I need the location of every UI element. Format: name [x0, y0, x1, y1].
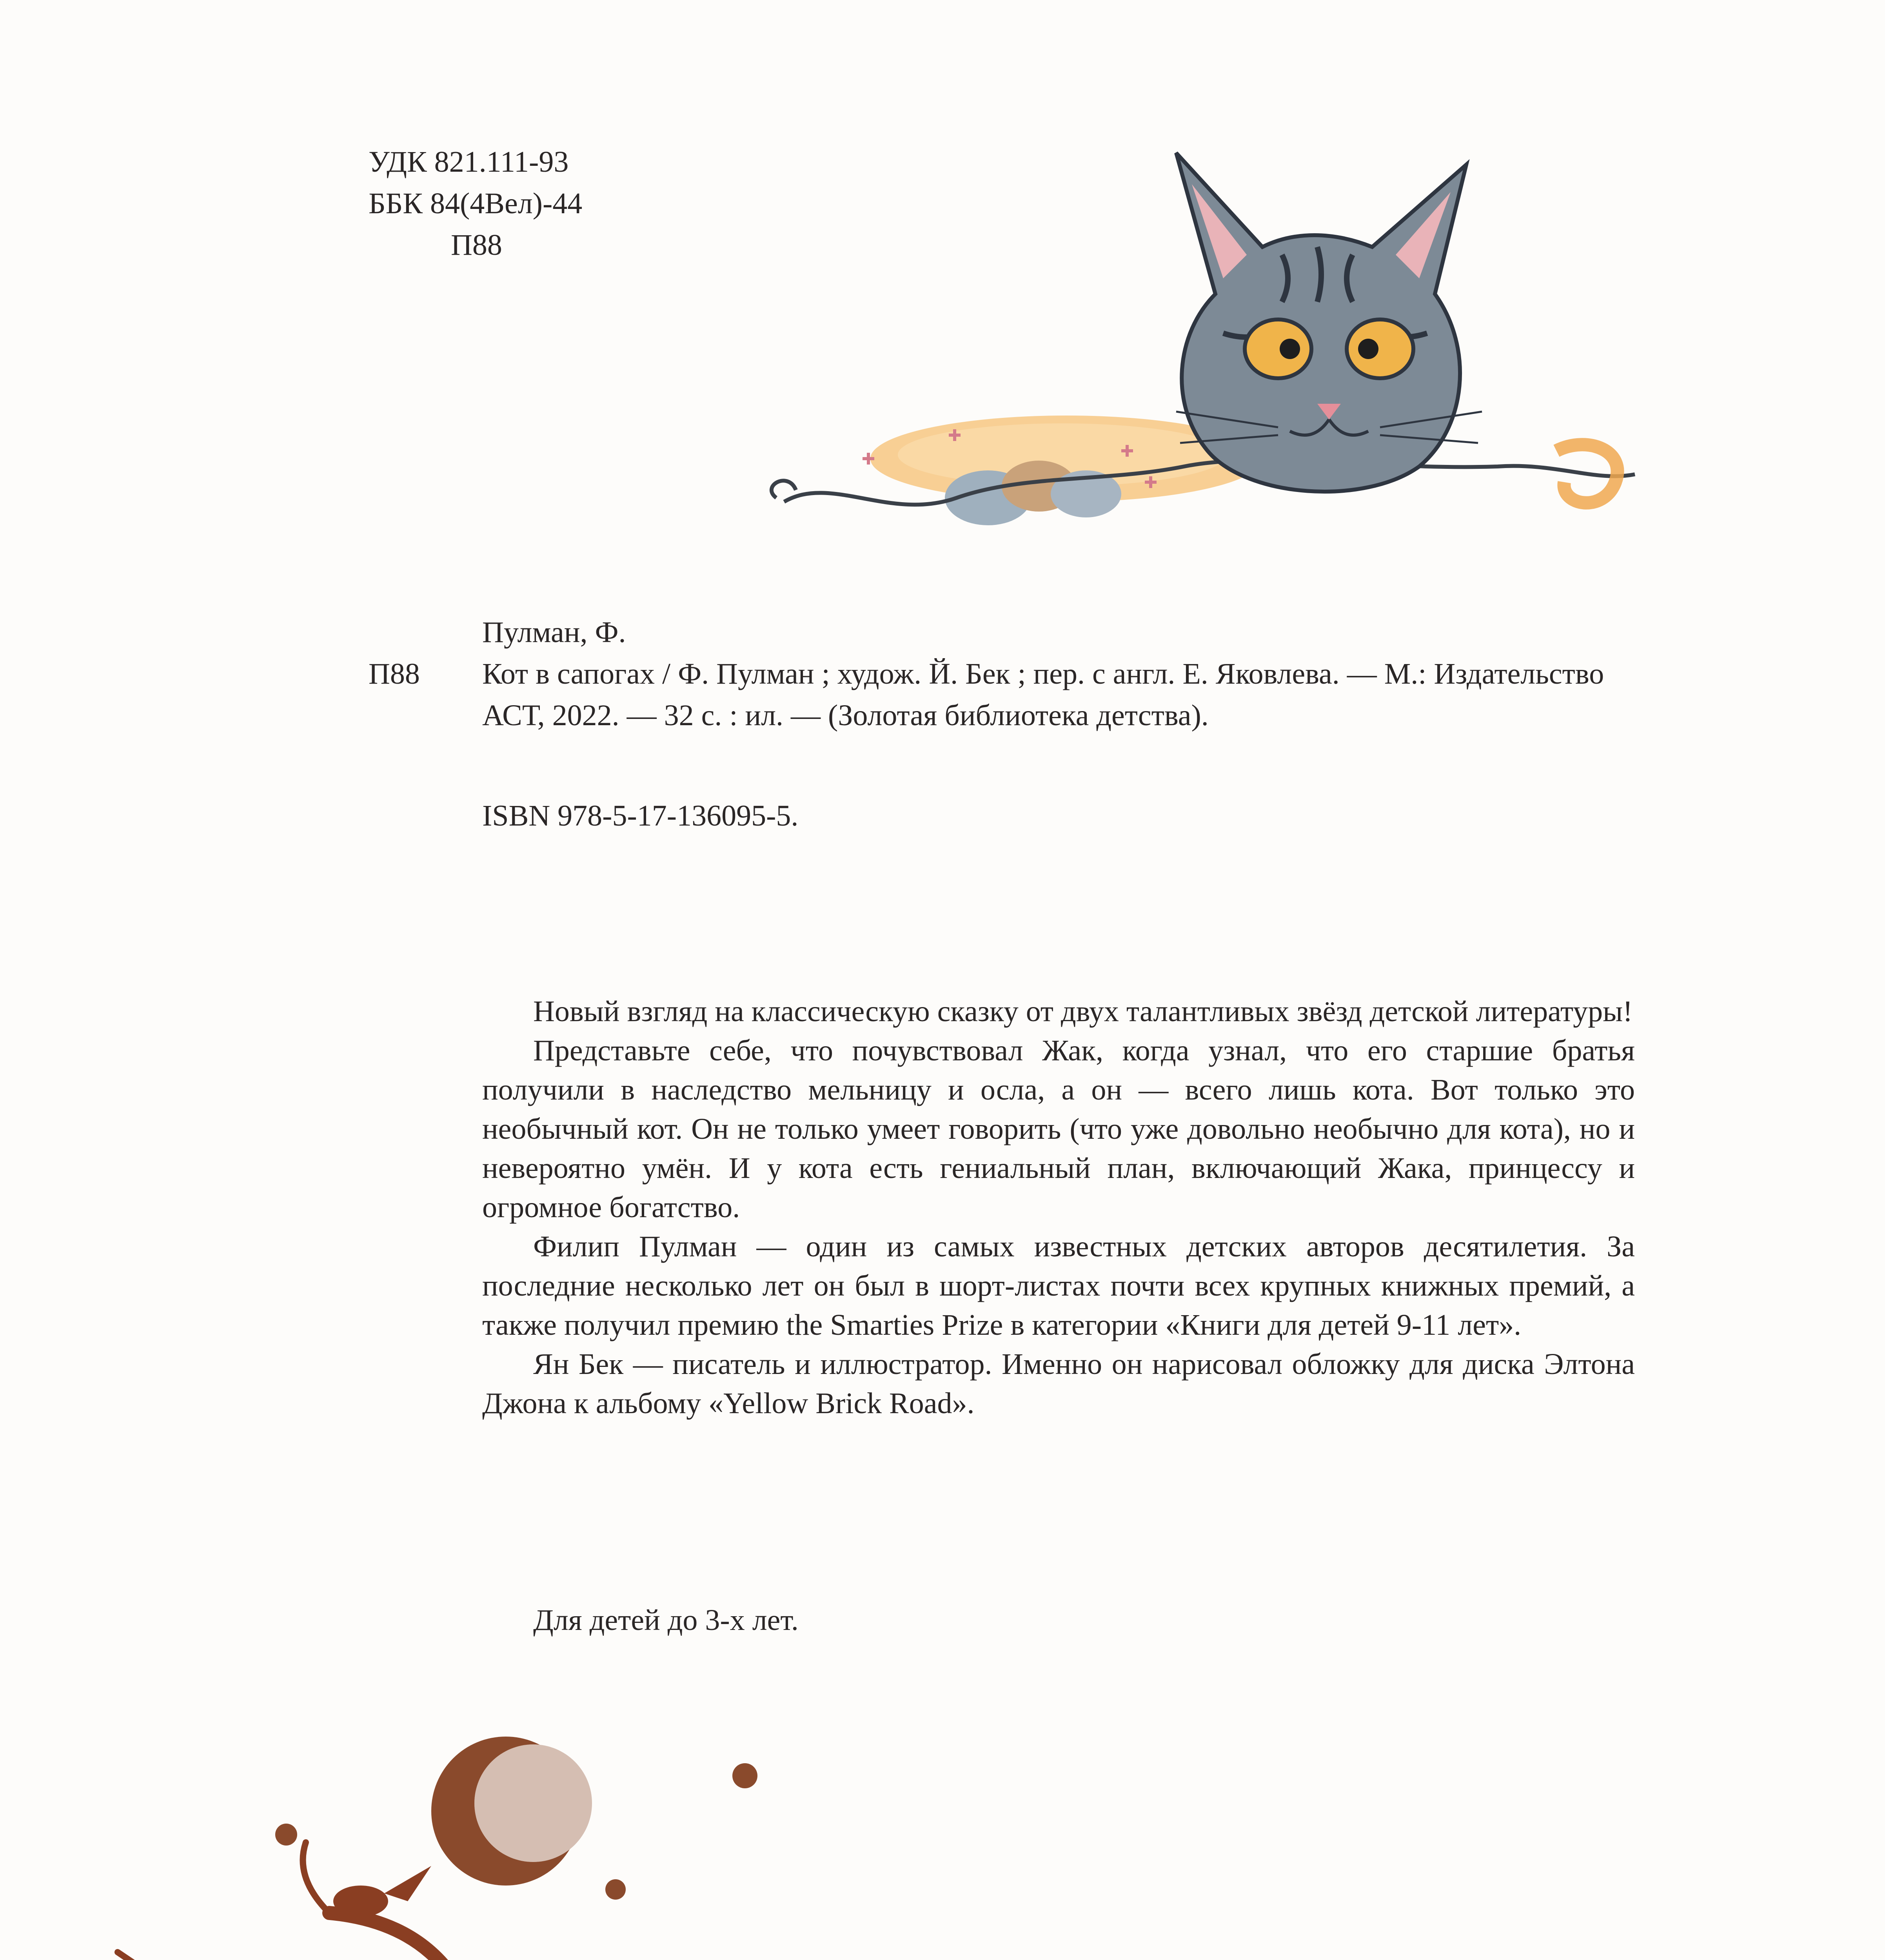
udk-code: УДК 821.111-93 — [369, 145, 569, 178]
record-mark: П88 — [369, 657, 420, 690]
annotation-paragraph: Представьте себе, что почувствовал Жак, когда узнал, что его старшие братья получили в наследство мельницу и осла, а он — всего лишь кота. Вот только это необычный кот. Он не только умеет говорить (что уже довольно необычно для кота), но и невероятно умён. И у кота есть гениальный план, включающий Жака, принцессу и огромное богатство. — [482, 1034, 1635, 1224]
age-note: Для детей до 3-х лет. — [533, 1604, 799, 1637]
record-author: Пулман, Ф. — [482, 616, 626, 649]
tree-illustration — [94, 1717, 839, 1960]
annotation-paragraph: Ян Бек — писатель и иллюстратор. Именно он нарисовал обложку для диска Элтона Джона к альбому «Yellow Brick Road». — [482, 1348, 1635, 1420]
author-mark: П88 — [451, 229, 502, 261]
annotation-paragraph: Новый взгляд на классическую сказку от двух талантливых звёзд детской литературы! — [533, 995, 1633, 1028]
bibliographic-record — [369, 612, 1662, 837]
isbn: ISBN 978-5-17-136095-5. — [482, 799, 799, 832]
annotation — [482, 992, 1635, 1423]
record-description: Кот в сапогах / Ф. Пулман ; худож. Й. Бек ; пер. с англ. Е. Яковлева. — М.: Издательство АСТ, 2022. — 32 с. : ил. — (Золотая библиотека детства). — [482, 657, 1604, 732]
bbk-code: ББК 84(4Вел)-44 — [369, 187, 583, 220]
cat-illustration — [753, 129, 1694, 568]
annotation-paragraph: Филип Пулман — один из самых известных детских авторов десятилетия. За последние несколько лет он был в шорт-листах почти всех крупных книжных премий, а также получил премию the Smarties Prize в категории «Книги для детей 9-11 лет». — [482, 1230, 1635, 1341]
classification-codes — [369, 141, 582, 266]
